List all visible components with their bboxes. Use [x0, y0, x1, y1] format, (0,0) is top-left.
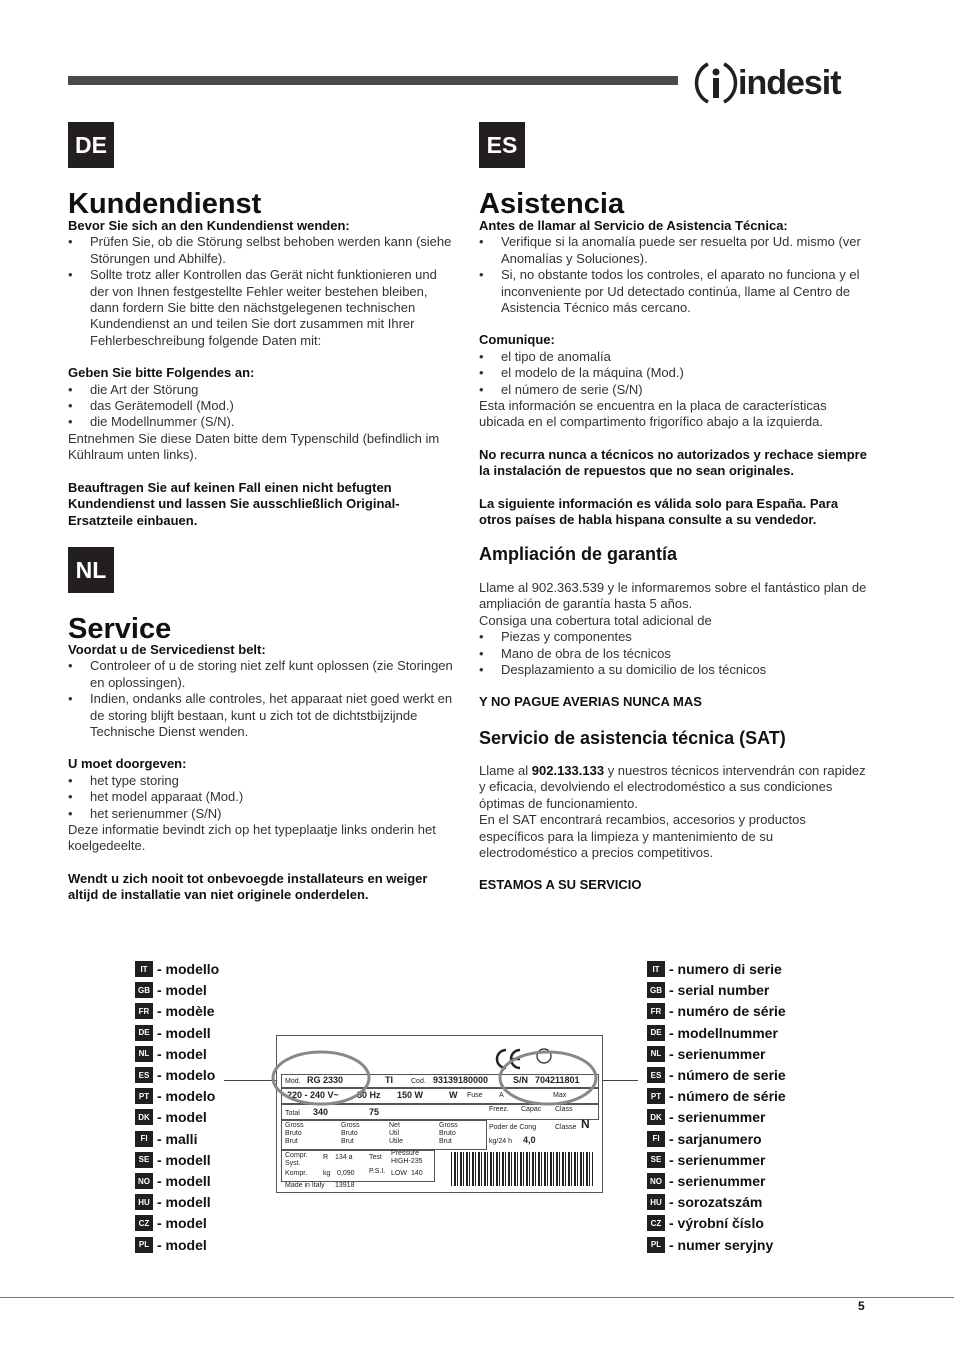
es-sub-bullet: • el tipo de anomalía	[479, 349, 871, 365]
nl-note: Deze informatie bevindt zich op het typeplaatje links onderin het koelgedeelte.	[68, 822, 436, 854]
lang-code-badge: DK	[647, 1109, 665, 1125]
plate-w2: W	[449, 1090, 458, 1100]
serial-label-row	[647, 1194, 762, 1210]
plate-watts: 150 W	[397, 1090, 424, 1100]
plate-classe-value: N	[581, 1117, 590, 1131]
lang-code-badge: CZ	[647, 1215, 665, 1231]
lang-code-badge: DE	[135, 1025, 153, 1041]
es-intro: Antes de llamar al Servicio de Asistencia Técnica:	[479, 218, 788, 233]
de-bullet: • Prüfen Sie, ob die Störung selbst behoben werden kann (siehe Störungen und Abhilfe).	[68, 234, 458, 267]
lang-code-badge: HU	[647, 1194, 665, 1210]
serial-label-row	[647, 1046, 765, 1062]
plate-total-value-2: 75	[369, 1107, 380, 1117]
serial-label-label: - número de série	[669, 1088, 786, 1105]
nl-section	[68, 642, 458, 904]
es-garantia-bullet: • Mano de obra de los técnicos	[479, 646, 871, 662]
model-label-row	[135, 1215, 207, 1231]
plate-kg: kg	[323, 1170, 331, 1177]
plate-test: Test	[369, 1154, 382, 1161]
lang-code-badge: IT	[135, 961, 153, 977]
serial-label-label: - serienummer	[669, 1151, 766, 1168]
es-sub-bullet: • el modelo de la máquina (Mod.)	[479, 365, 871, 381]
plate-fuse: Fuse	[467, 1092, 483, 1099]
es-bullet: • Si, no obstante todos los controles, el aparato no funciona y el inconveniente por Ud detectado continúa, llame al Centro de Asistencia Técnico más cercano.	[479, 267, 871, 316]
model-label-row	[135, 1088, 215, 1104]
serial-label-label: - numer seryjny	[669, 1236, 774, 1253]
model-label-row	[135, 1173, 211, 1189]
lang-code-badge: DK	[135, 1109, 153, 1125]
plate-refr-value: 134 a	[335, 1154, 353, 1161]
serial-label-row	[647, 1025, 778, 1041]
model-label-label: - modell	[157, 1151, 211, 1168]
plate-sn-label: S/N	[513, 1075, 529, 1085]
es-note: Esta información se encuentra en la placa de características ubicada en el compartimento frigorífico abajo a la izquierda.	[479, 398, 827, 430]
lang-code-badge: HU	[135, 1194, 153, 1210]
plate-capac: Capac	[521, 1106, 542, 1113]
lang-code-badge: ES	[647, 1067, 665, 1083]
lang-code-badge: FR	[135, 1003, 153, 1019]
plate-amp: A	[499, 1092, 504, 1099]
footer-line	[0, 1297, 954, 1298]
de-intro: Bevor Sie sich an den Kundendienst wenden:	[68, 218, 350, 233]
serial-label-row	[647, 1237, 773, 1253]
lang-code-badge: CZ	[135, 1215, 153, 1231]
page-number: 5	[858, 1299, 865, 1313]
nl-bullet: • Indien, ondanks alle controles, het apparaat niet goed werkt en de storing blijft bestaan, kunt u zich tot de dichtstbijzijnde Technische Dienst wenden.	[68, 691, 458, 740]
plate-kg-value: 0,090	[337, 1170, 355, 1177]
lang-badge-nl: NL	[68, 547, 114, 593]
serial-label-label: - serial number	[669, 982, 770, 999]
es-sat-title: Servicio de asistencia técnica (SAT)	[479, 728, 786, 748]
serial-label-row	[647, 982, 769, 998]
es-sat-footer: ESTAMOS A SU SERVICIO	[479, 877, 642, 893]
lang-code-badge: PL	[135, 1237, 153, 1253]
model-label-row	[135, 1003, 215, 1019]
plate-pressure: Pressure	[391, 1150, 420, 1157]
plate-gross-3: Gross Bruto Brut	[439, 1122, 458, 1145]
model-label-label: - modell	[157, 1194, 211, 1211]
plate-cod: 93139180000	[433, 1075, 489, 1085]
model-label-row	[135, 961, 219, 977]
de-sub-bullet: • das Gerätemodell (Mod.)	[68, 398, 458, 414]
lang-code-badge: IT	[647, 961, 665, 977]
brand-logo	[694, 60, 869, 106]
plate-total-label: Total	[285, 1110, 300, 1117]
model-label-row	[135, 1237, 207, 1253]
nl-intro: Voordat u de Servicedienst belt:	[68, 642, 266, 657]
plate-low: LOW	[391, 1170, 407, 1177]
lang-code-badge: SE	[135, 1152, 153, 1168]
lang-code-badge: NL	[135, 1046, 153, 1062]
es-garantia-footer: Y NO PAGUE AVERIAS NUNCA MAS	[479, 694, 702, 710]
lang-code-badge: DE	[647, 1025, 665, 1041]
nl-warning: Wendt u zich nooit tot onbevoegde installateurs en weiger altijd de installatie van niet originele onderdelen.	[68, 870, 428, 903]
serial-label-label: - número de serie	[669, 1067, 786, 1083]
serial-label-row	[647, 1067, 786, 1083]
model-label-row	[135, 1046, 207, 1062]
lang-code-badge: PT	[135, 1088, 153, 1104]
serial-label-label: - modellnummer	[669, 1024, 778, 1041]
model-label-row	[135, 1067, 215, 1083]
lang-code-badge: FI	[647, 1131, 665, 1147]
lang-code-badge: ES	[135, 1067, 153, 1083]
es-section	[479, 218, 871, 529]
plate-hz: 50 Hz	[357, 1090, 381, 1100]
plate-low-value: 140	[411, 1170, 423, 1177]
nl-sub-bullet: • het serienummer (S/N)	[68, 806, 458, 822]
serial-label-row	[647, 1215, 764, 1231]
model-label-label: - model	[157, 1215, 207, 1232]
serial-label-label: - serienummer	[669, 1109, 766, 1126]
plate-mod-label: Mod.	[285, 1078, 301, 1085]
plate-kompr: Kompr.	[285, 1170, 308, 1177]
plate-compr: Compr. Syst.	[285, 1152, 308, 1167]
es-sat-text-2: En el SAT encontrará recambios, accesorios y productos específicos para la limpieza y mantenimiento de su electrodoméstico a precios competitivos.	[479, 812, 806, 861]
es-garantia-title: Ampliación de garantía	[479, 544, 678, 564]
plate-psi: P.S.I.	[369, 1168, 386, 1175]
model-label-row	[135, 982, 207, 998]
nl-title: Service	[68, 613, 172, 645]
nl-sub-heading: U moet doorgeven:	[68, 756, 187, 772]
es-bullet: • Verifique si la anomalía puede ser resuelta por Ud. mismo (ver Anomalías y Soluciones).	[479, 234, 871, 267]
plate-kg24-value: 4,0	[523, 1135, 536, 1145]
de-sub-bullet: • die Modellnummer (S/N).	[68, 414, 458, 430]
es-title: Asistencia	[479, 188, 625, 220]
de-note: Entnehmen Sie diese Daten bitte dem Typenschild (befindlich im Kühlraum unten links).	[68, 430, 440, 463]
nl-bullet: • Controleer of u de storing niet zelf kunt oplossen (zie Storingen en oplossingen).	[68, 658, 458, 691]
indesit-i-icon	[694, 60, 738, 106]
serial-label-label: - numéro de série	[669, 1003, 786, 1020]
plate-gross-1: Gross Bruto Brut	[285, 1122, 304, 1145]
lang-code-badge: FR	[647, 1003, 665, 1019]
lang-code-badge: NO	[647, 1173, 665, 1189]
de-warning: Beauftragen Sie auf keinen Fall einen nicht befugten Kundendienst und lassen Sie ausschließlich Original-Ersatzteile einbauen.	[68, 479, 400, 528]
model-label-label: - modèle	[157, 1003, 215, 1020]
serial-label-row	[647, 1152, 765, 1168]
lang-code-badge: SE	[647, 1152, 665, 1168]
model-label-label: - modell	[157, 1173, 211, 1189]
es-garantia-bullet: • Piezas y componentes	[479, 629, 871, 645]
es-sub-bullet: • el número de serie (S/N)	[479, 382, 871, 398]
model-label-label: - model	[157, 982, 207, 999]
es-sat-text	[479, 763, 871, 812]
serial-label-label: - serienummer	[669, 1045, 766, 1062]
model-label-label: - model	[157, 1236, 207, 1253]
plate-highlight-ellipses	[270, 1050, 610, 1110]
es-garantia-section	[479, 580, 871, 711]
plate-high: HIGH-235	[391, 1158, 423, 1165]
es-warning-2: La siguiente información es válida solo para España. Para otros países de habla hispana consulte a su vendedor.	[479, 495, 839, 528]
serial-label-row	[647, 1173, 765, 1189]
serial-label-row	[647, 1088, 786, 1104]
es-garantia-text: Llame al 902.363.539 y le informaremos sobre el fantástico plan de ampliación de garantía hasta 5 años.	[479, 580, 867, 612]
lang-code-badge: GB	[647, 982, 665, 998]
es-garantia-bullet: • Desplazamiento a su domicilio de los técnicos	[479, 662, 871, 678]
lang-code-badge: PL	[647, 1237, 665, 1253]
de-title: Kundendienst	[68, 188, 262, 220]
lang-code-badge: FI	[135, 1131, 153, 1147]
serial-label-label: - serienummer	[669, 1173, 766, 1189]
es-warning-1: No recurra nunca a técnicos no autorizados y rechace siempre la instalación de repuestos que no sean originales.	[479, 446, 867, 479]
model-label-label: - model	[157, 1109, 207, 1126]
model-label-label: - malli	[157, 1130, 198, 1147]
serial-label-label: - numero di serie	[669, 961, 782, 977]
model-label-row	[135, 1109, 207, 1125]
plate-volt: 220 - 240 V~	[287, 1090, 339, 1100]
plate-freez: Freez.	[489, 1106, 509, 1113]
plate-class: Class	[555, 1106, 573, 1113]
model-label-row	[135, 1152, 211, 1168]
plate-poder: Poder de Cong	[489, 1124, 537, 1131]
plate-max: Max	[553, 1092, 567, 1099]
header-bar	[68, 76, 678, 85]
model-label-row	[135, 1025, 211, 1041]
model-label-label: - modell	[157, 1024, 211, 1041]
serial-label-label: - sarjanumero	[669, 1130, 762, 1147]
plate-kg24: kg/24 h	[489, 1138, 512, 1145]
es-sat-pre: Llame al	[479, 763, 529, 778]
lang-code-badge: PT	[647, 1088, 665, 1104]
lang-code-badge: NO	[135, 1173, 153, 1189]
es-garantia-text-2: Consiga una cobertura total adicional de	[479, 612, 712, 628]
plate-refr: R	[323, 1154, 329, 1161]
es-sat-phone: 902.133.133	[531, 763, 605, 778]
plate-cod-label: Cod.	[411, 1078, 426, 1085]
lang-code-badge: GB	[135, 982, 153, 998]
serial-label-row	[647, 961, 782, 977]
plate-mod: RG 2330	[307, 1075, 344, 1085]
lang-code-badge: NL	[647, 1046, 665, 1062]
serial-label-row	[647, 1109, 765, 1125]
nl-sub-bullet: • het model apparaat (Mod.)	[68, 789, 458, 805]
de-sub-bullet: • die Art der Störung	[68, 382, 458, 398]
de-bullet: • Sollte trotz aller Kontrollen das Gerät nicht funktionieren und der von Ihnen festgestellte Fehler weiter bestehen bleiben, dann fordern Sie bitte den nächstgelegenen technischen Kundendienst an und teilen Sie dort zusammen mit Ihrer Fehlerbeschreibung folgende Daten mit:	[68, 267, 458, 349]
es-sub-heading: Comunique:	[479, 332, 555, 348]
lang-badge-de: DE	[68, 122, 114, 168]
model-label-row	[135, 1131, 197, 1147]
model-label-label: - modello	[157, 961, 220, 977]
model-label-label: - modelo	[157, 1088, 216, 1105]
plate-ti: TI	[385, 1075, 393, 1085]
plate-gross-2: Gross Bruto Brut	[341, 1122, 360, 1145]
model-label-label: - model	[157, 1045, 207, 1062]
lang-badge-es: ES	[479, 122, 525, 168]
serial-label-row	[647, 1003, 786, 1019]
es-sat-section	[479, 763, 871, 894]
plate-classe: Classe	[555, 1124, 577, 1131]
plate-made: Made in Italy	[285, 1182, 325, 1189]
de-sub-heading: Geben Sie bitte Folgendes an:	[68, 365, 255, 381]
model-label-row	[135, 1194, 211, 1210]
de-section	[68, 218, 458, 529]
plate-total-value: 340	[313, 1107, 329, 1117]
serial-label-label: - výrobní číslo	[669, 1215, 764, 1232]
plate-net: Net Util Utile	[389, 1122, 404, 1145]
brand-name: indesit	[738, 64, 841, 102]
plate-made-code: 13918	[335, 1182, 355, 1189]
model-label-label: - modelo	[157, 1067, 216, 1083]
plate-barcode	[451, 1152, 593, 1186]
plate-sn: 704211801	[535, 1075, 580, 1085]
serial-label-label: - sorozatszám	[669, 1194, 763, 1211]
nl-sub-bullet: • het type storing	[68, 773, 458, 789]
serial-label-row	[647, 1131, 762, 1147]
es-sat-post: y nuestros técnicos intervendrán con rapidez y eficacia, devolviendo el electrodoméstico a sus condiciones óptimas de funcionamiento.	[479, 763, 866, 811]
